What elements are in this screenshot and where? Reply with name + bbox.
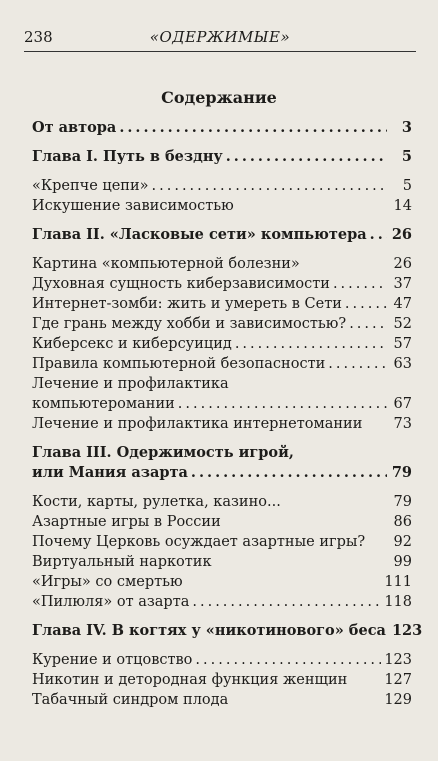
toc-entry	[32, 118, 412, 138]
toc-entry	[32, 394, 412, 414]
toc-entry-label: Азартные игры в России	[32, 514, 221, 530]
toc-entry-page: 127	[384, 672, 412, 688]
leader-dots	[345, 294, 387, 314]
toc-entry-page: 52	[393, 316, 412, 332]
toc-entry-label: Глава IV. В когтях у «никотинового» беса	[32, 622, 386, 639]
toc-entry-label-line1: Глава III. Одержимость игрой,	[32, 444, 294, 461]
toc-entry	[32, 690, 412, 710]
toc-entry-label: Правила компьютерной безопасности	[32, 356, 326, 372]
toc-entry-page: 118	[384, 594, 412, 610]
toc-entry-label: «Крепче цепи»	[32, 178, 149, 194]
leader-dots	[195, 650, 381, 670]
toc-entry	[32, 354, 412, 374]
toc-entry-label: Киберсекс и киберсуицид	[32, 336, 232, 352]
toc-entry	[32, 314, 412, 334]
toc-entry-label: Табачный синдром плода	[32, 692, 229, 708]
toc-entry-page: 99	[393, 554, 412, 570]
leader-dots	[178, 394, 387, 414]
toc-entry	[32, 621, 423, 641]
leader-dots	[191, 463, 387, 483]
toc-entry	[32, 592, 412, 612]
toc-entry-page: 79	[393, 494, 412, 510]
toc-entry-page: 73	[393, 416, 412, 432]
toc-entry	[32, 512, 412, 532]
toc-entry-label: Никотин и детородная функция женщин	[32, 672, 348, 688]
toc-entry-label: Почему Церковь осуждает азартные игры?	[32, 534, 366, 550]
leader-dots	[152, 176, 387, 196]
toc-entry	[32, 225, 412, 245]
toc-entry-label: Глава I. Путь в бездну	[32, 148, 223, 165]
toc-entry-label: или Мания азарта	[32, 464, 188, 481]
toc-entry-page: 5	[402, 178, 412, 194]
toc-entry-page: 79	[391, 464, 412, 481]
leader-dots	[226, 147, 387, 167]
toc-entry-page: 67	[393, 396, 412, 412]
toc-entry-label: Курение и отцовство	[32, 652, 193, 668]
leader-dots	[328, 354, 387, 374]
leader-dots	[235, 334, 387, 354]
toc-entry-label: Где грань между хобби и зависимостью?	[32, 316, 347, 332]
toc-entry-page: 63	[393, 356, 412, 372]
toc-entry-label: Лечение и профилактика интернетомании	[32, 416, 363, 432]
toc-entry	[32, 414, 412, 434]
toc-entry-page: 47	[393, 296, 412, 312]
toc-entry-page: 86	[393, 514, 412, 530]
leader-dots	[370, 225, 387, 245]
toc-entry	[32, 492, 412, 512]
toc-entry	[32, 176, 412, 196]
toc-entry-label: Духовная сущность киберзависимости	[32, 276, 330, 292]
toc-entry	[32, 196, 412, 216]
toc-entry	[32, 532, 412, 552]
toc-entry-page: 123	[384, 652, 412, 668]
toc-entry-label: компьютеромании	[32, 396, 175, 412]
toc-entry-page: 14	[393, 198, 412, 214]
toc-entry-label: Виртуальный наркотик	[32, 554, 212, 570]
toc-entry-label: Глава II. «Ласковые сети» компьютера	[32, 226, 367, 243]
toc-entry-label-line1: Лечение и профилактика	[32, 376, 229, 392]
toc-entry	[32, 334, 412, 354]
toc-entry-page: 123	[391, 622, 423, 639]
leader-dots	[349, 314, 387, 334]
toc-entry-label: «Игры» со смертью	[32, 574, 183, 590]
toc-entry	[32, 670, 412, 690]
toc-entry-page: 3	[401, 119, 412, 136]
toc-entry-page: 129	[384, 692, 412, 708]
toc-entry	[32, 274, 412, 294]
leader-dots	[333, 274, 387, 294]
toc-entry-label: От автора	[32, 119, 117, 136]
leader-dots	[119, 118, 387, 138]
toc-entry-label: «Пилюля» от азарта	[32, 594, 190, 610]
leader-dots	[192, 592, 381, 612]
toc-entry	[32, 463, 412, 483]
running-title: «ОДЕРЖИМЫЕ»	[149, 28, 291, 46]
toc-entry-page: 5	[401, 148, 412, 165]
toc-entry	[32, 572, 412, 592]
toc-entry	[32, 650, 412, 670]
toc-entry-page: 37	[393, 276, 412, 292]
toc-entry-label: Картина «компьютерной болезни»	[32, 256, 300, 272]
toc-entry	[32, 294, 412, 314]
toc-entry	[32, 552, 412, 572]
toc-entry-label: Искушение зависимостью	[32, 198, 234, 214]
toc-entry-page: 92	[393, 534, 412, 550]
page-number: 238	[24, 28, 53, 46]
toc-title: Содержание	[161, 88, 277, 107]
header-rule	[24, 51, 416, 52]
toc-entry-page: 26	[391, 226, 412, 243]
toc-entry-page: 111	[384, 574, 412, 590]
toc-entry-label: Кости, карты, рулетка, казино...	[32, 494, 281, 510]
toc-entry-page: 26	[393, 256, 412, 272]
toc-entry	[32, 147, 412, 167]
toc-entry-label: Интернет-зомби: жить и умереть в Сети	[32, 296, 342, 312]
page-header	[24, 28, 416, 50]
toc-entry-page: 57	[393, 336, 412, 352]
toc-entry	[32, 254, 412, 274]
